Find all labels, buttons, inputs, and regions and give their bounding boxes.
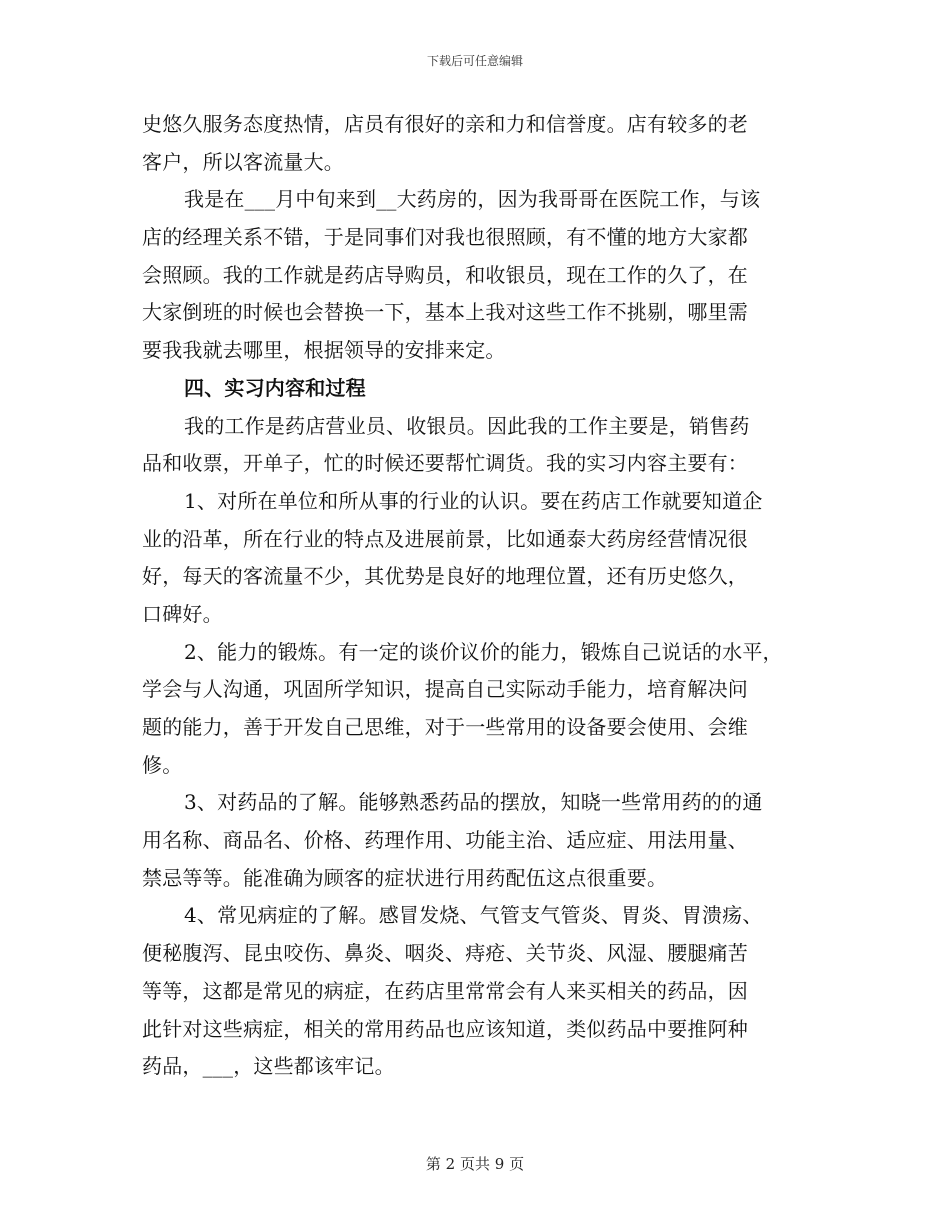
paragraph-first-line: 4、常见病症的了解。感冒发烧、气管支气管炎、胃炎、胃溃疡、: [184, 903, 763, 928]
text-line: 此针对这些病症，相关的常用药品也应该知道，类似药品中要推阿种: [142, 1016, 748, 1041]
text-line: 好，每天的客流量不少，其优势是良好的地理位置，还有历史悠久，: [142, 564, 748, 589]
text-line: 客户，所以客流量大。: [142, 149, 344, 174]
paragraph-first-line: 我是在___月中旬来到__大药房的，因为我哥哥在医院工作，与该: [184, 187, 761, 212]
text-line: 大家倒班的时候也会替换一下，基本上我对这些工作不挑剔，哪里需: [142, 300, 748, 325]
text-line: 业的沿革，所在行业的特点及进展前景，比如通泰大药房经营情况很: [142, 526, 748, 551]
paragraph-first-line: 3、对药品的了解。能够熟悉药品的摆放，知晓一些常用药的的通: [184, 790, 763, 815]
text-line: 修。: [142, 752, 183, 777]
page-header: 下载后可任意编辑: [426, 54, 523, 68]
section-heading: 四、实习内容和过程: [184, 375, 366, 400]
text-line: 史悠久服务态度热情，店员有很好的亲和力和信誉度。店有较多的老: [142, 112, 748, 136]
text-line: 口碑好。: [142, 601, 223, 626]
text-line: 药品，___，这些都该牢记。: [142, 1054, 395, 1079]
text-line: 禁忌等等。能准确为顾客的症状进行用药配伍这点很重要。: [142, 865, 668, 890]
paragraph-first-line: 我的工作是药店营业员、收银员。因此我的工作主要是，销售药: [184, 413, 750, 438]
page-footer: 第 2 页共 9 页: [425, 1155, 525, 1173]
text-line: 等等，这都是常见的病症，在药店里常常会有人来买相关的药品，因: [142, 978, 748, 1003]
text-line: 要我我就去哪里，根据领导的安排来定。: [142, 338, 506, 363]
text-line: 品和收票，开单子，忙的时候还要帮忙调货。我的实习内容主要有：: [142, 451, 748, 476]
text-line: 用名称、商品名、价格、药理作用、功能主治、适应症、用法用量、: [142, 828, 748, 853]
document-body: [142, 106, 822, 1086]
text-line: 便秘腹泻、昆虫咬伤、鼻炎、咽炎、痔疮、关节炎、风湿、腰腿痛苦: [142, 941, 748, 966]
paragraph-first-line: 2、能力的锻炼。有一定的谈价议价的能力，锻炼自己说话的水平，: [184, 639, 783, 664]
paragraph-first-line: 1、对所在单位和所从事的行业的认识。要在药店工作就要知道企: [184, 488, 763, 513]
text-line: 会照顾。我的工作就是药店导购员，和收银员，现在工作的久了，在: [142, 262, 748, 287]
text-line: 店的经理关系不错，于是同事们对我也很照顾，有不懂的地方大家都: [142, 225, 748, 250]
text-line: 题的能力，善于开发自己思维，对于一些常用的设备要会使用、会维: [142, 715, 748, 739]
text-line: 学会与人沟通，巩固所学知识，提高自己实际动手能力，培育解决问: [142, 677, 748, 702]
